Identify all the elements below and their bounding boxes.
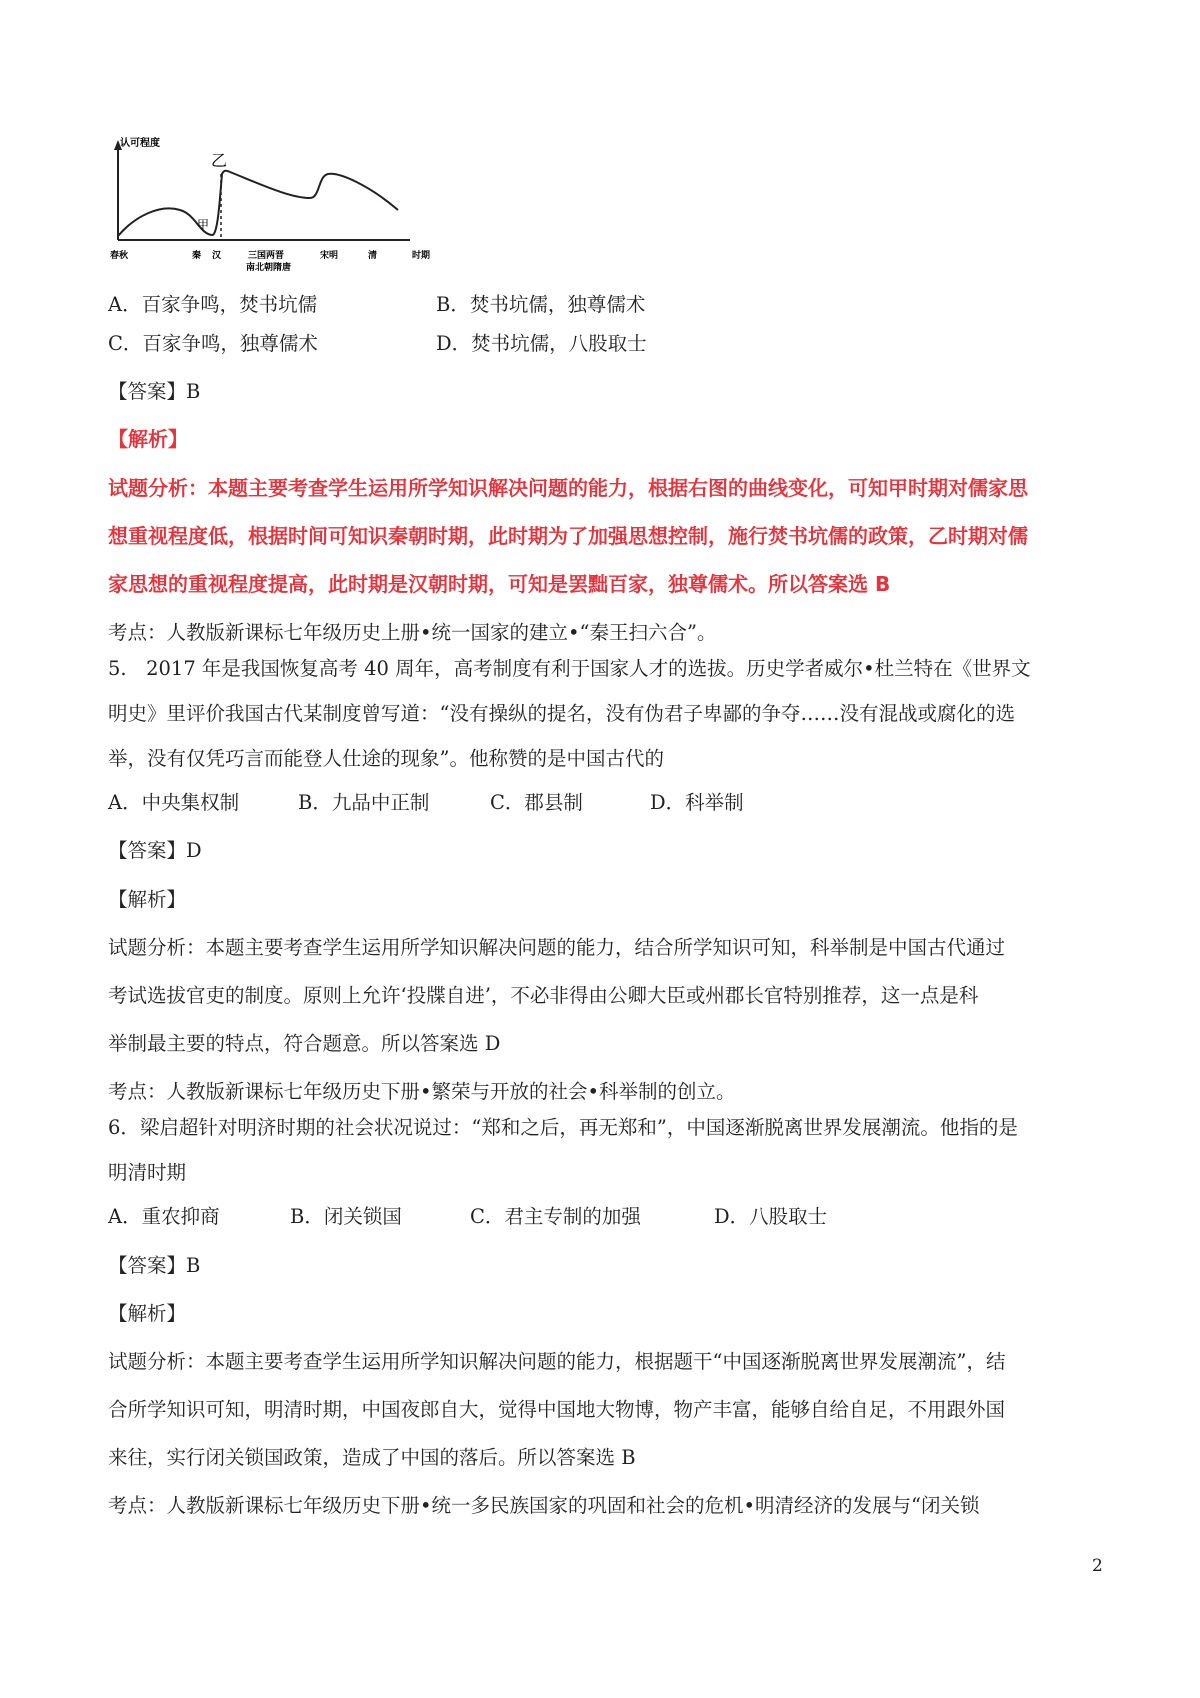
q5-answer: 【答案】D <box>108 839 202 862</box>
q5-option-c: C．郡县制 <box>490 791 583 814</box>
q4-answer: 【答案】B <box>108 380 201 403</box>
q6-stem-line: 6．梁启超针对明济时期的社会状况说过：“郑和之后，再无郑和”，中国逐渐脱离世界发展潮流。他指的是 <box>108 1116 1018 1139</box>
q6-analysis-heading: 【解析】 <box>108 1302 187 1325</box>
q5-option-a: A．中央集权制 <box>108 791 240 814</box>
page-number: 2 <box>1092 1556 1103 1576</box>
q5-stem-line: 5. 2017 年是我国恢复高考 40 周年，高考制度有利于国家人才的选拔。历史学者威尔•杜兰特在《世界文 <box>108 657 1031 680</box>
q6-analysis-line: 合所学知识可知，明清时期，中国夜郎自大，觉得中国地大物博，物产丰富，能够自给自足，不用跟外国 <box>108 1398 1006 1421</box>
q6-option-d: D．八股取士 <box>714 1205 828 1228</box>
q5-analysis-line: 试题分析：本题主要考查学生运用所学知识解决问题的能力，结合所学知识可知，科举制是中国古代通过 <box>108 936 1006 959</box>
q4-analysis-line: 家思想的重视程度提高，此时期是汉朝时期，可知是罢黜百家，独尊儒术。所以答案选 B <box>108 572 891 596</box>
point-yi-label: 乙 <box>211 151 228 170</box>
q5-stem-line: 明史》里评价我国古代某制度曾写道：“没有操纵的提名，没有伪君子卑鄙的争夺……没有混战或腐化的选 <box>108 702 1015 725</box>
q5-stem-line: 举，没有仅凭巧言而能登人仕途的现象”。他称赞的是中国古代的 <box>108 747 664 770</box>
q4-option-d: D．焚书坑儒，八股取士 <box>436 332 647 355</box>
q5-analysis-line: 举制最主要的特点，符合题意。所以答案选 D <box>108 1032 501 1055</box>
q4-analysis-heading: 【解析】 <box>108 427 188 451</box>
q6-stem-line: 明清时期 <box>108 1161 187 1184</box>
q6-analysis-line: 来往，实行闭关锁国政策，造成了中国的落后。所以答案选 B <box>108 1446 636 1469</box>
recognition-curve-figure <box>100 136 460 286</box>
q4-analysis-line: 想重视程度低，根据时间可知识秦朝时期，此时期为了加强思想控制，施行焚书坑儒的政策，乙时期对儒 <box>108 524 1028 548</box>
q4-option-b: B．焚书坑儒，独尊儒术 <box>436 293 646 316</box>
y-axis-label: 认可程度 <box>120 138 160 149</box>
x-axis-label: 时期 <box>412 251 431 261</box>
q4-analysis-line: 试题分析：本题主要考查学生运用所学知识解决问题的能力，根据右图的曲线变化，可知甲时期对儒家思 <box>108 476 1028 500</box>
q5-analysis-line: 考试选拔官吏的制度。原则上允许‘投牒自进’，不必非得由公卿大臣或州郡长官特别推荐，这一点是科 <box>108 984 979 1007</box>
q5-option-b: B．九品中正制 <box>298 791 430 814</box>
x-tick-label: 春秋 <box>110 251 129 261</box>
q5-knowledge-point: 考点：人教版新课标七年级历史下册•繁荣与开放的社会•科举制的创立。 <box>108 1080 736 1103</box>
q6-answer: 【答案】B <box>108 1254 201 1277</box>
x-tick-label: 南北朝隋唐 <box>246 263 292 273</box>
q5-option-d: D．科举制 <box>650 791 744 814</box>
x-tick-label: 宋明 <box>320 251 339 261</box>
recognition-curve <box>118 171 398 236</box>
q4-option-a: A．百家争鸣，焚书坑儒 <box>108 293 318 316</box>
q4-option-c: C．百家争鸣，独尊儒术 <box>108 332 318 355</box>
q4-knowledge-point: 考点：人教版新课标七年级历史上册•统一国家的建立•“秦王扫六合”。 <box>108 621 717 644</box>
q6-analysis-line: 试题分析：本题主要考查学生运用所学知识解决问题的能力，根据题干“中国逐渐脱离世界发展潮流”，结 <box>108 1350 1006 1373</box>
q6-option-b: B．闭关锁国 <box>290 1205 402 1228</box>
x-tick-label: 秦 <box>192 251 202 261</box>
q6-option-a: A．重农抑商 <box>108 1205 220 1228</box>
x-tick-label: 汉 <box>212 251 222 261</box>
x-tick-label: 三国两晋 <box>248 251 285 261</box>
q6-option-c: C．君主专制的加强 <box>470 1205 641 1228</box>
q5-analysis-heading: 【解析】 <box>108 888 187 911</box>
point-jia-label: 甲 <box>197 218 210 232</box>
x-tick-label: 清 <box>368 251 378 261</box>
q6-knowledge-point: 考点：人教版新课标七年级历史下册•统一多民族国家的巩固和社会的危机•明清经济的发展与“闭关锁 <box>108 1494 980 1517</box>
